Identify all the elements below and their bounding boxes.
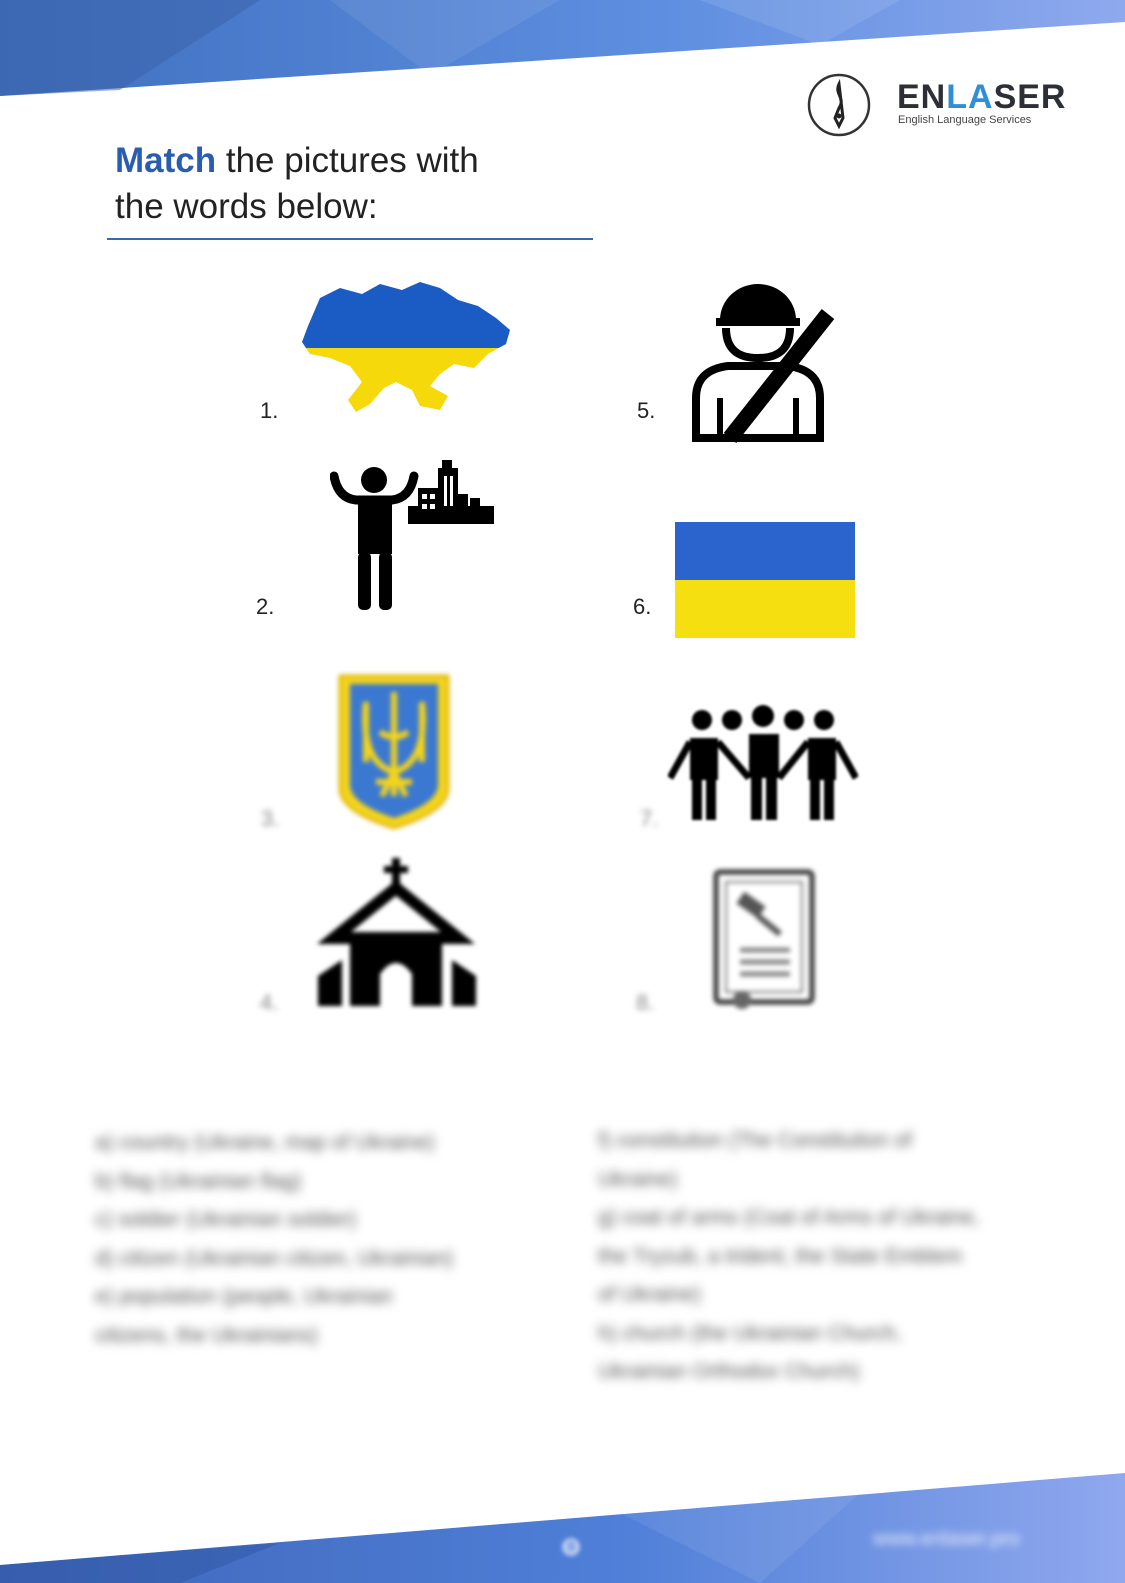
word-list-item: e) population (people, Ukrainian	[95, 1285, 393, 1308]
pen-nib-icon	[806, 72, 872, 138]
citizen-city-icon	[330, 458, 495, 613]
coat-of-arms-icon	[336, 672, 452, 832]
map-of-ukraine-icon	[300, 278, 515, 423]
title-line1: the pictures with	[216, 141, 479, 180]
item-number-1: 1.	[260, 398, 279, 423]
word-list-item: Ukrainian Orthodox Church)	[598, 1360, 860, 1383]
church-icon	[314, 856, 480, 1008]
brand-name: ENLASER	[897, 78, 1067, 116]
word-list-item: Ukraine)	[598, 1167, 678, 1191]
item-number-8: 8.	[636, 990, 655, 1015]
word-list-item: f) constitution (The Constitution of	[598, 1129, 912, 1152]
website-link[interactable]: www.enlaser.pro	[873, 1528, 1020, 1550]
word-list-item: g) coat of arms (Coat of Arms of Ukraine,	[598, 1206, 980, 1229]
title-line2: the words below:	[115, 187, 378, 226]
soldier-icon	[690, 278, 850, 443]
item-number-2: 2.	[256, 594, 275, 619]
word-list-right	[598, 1122, 1098, 1392]
page-title	[115, 138, 479, 230]
word-list-item: h) church (the Ukrainian Church,	[598, 1321, 902, 1345]
brand-tagline: English Language Services	[898, 114, 1032, 126]
word-list-item: d) citizen (Ukrainian citizen, Ukrainian)	[95, 1246, 454, 1270]
constitution-icon	[710, 868, 818, 1014]
word-list-item: c) soldier (Ukrainian soldier)	[95, 1208, 357, 1231]
word-list-item: citizens, the Ukrainians)	[95, 1323, 318, 1347]
title-highlight: Match	[115, 141, 217, 180]
item-number-3: 3.	[261, 806, 280, 831]
word-list-item: the Tryzub, a trident, the State Emblem	[598, 1244, 963, 1268]
word-list-left	[95, 1124, 565, 1355]
item-number-7: 7.	[640, 806, 659, 831]
word-list-item: a) country (Ukraine, map of Ukraine)	[95, 1131, 435, 1154]
title-underline	[107, 238, 593, 240]
item-number-6: 6.	[633, 594, 652, 619]
brand-logo	[812, 70, 1067, 140]
item-number-4: 4.	[260, 990, 279, 1015]
item-number-5: 5.	[637, 398, 656, 423]
flag-icon	[675, 522, 855, 638]
page-number: 9	[562, 1538, 580, 1556]
people-icon	[668, 704, 858, 824]
word-list-item: of Ukraine)	[598, 1283, 701, 1306]
word-list-item: b) flag (Ukrainian flag)	[95, 1169, 302, 1193]
